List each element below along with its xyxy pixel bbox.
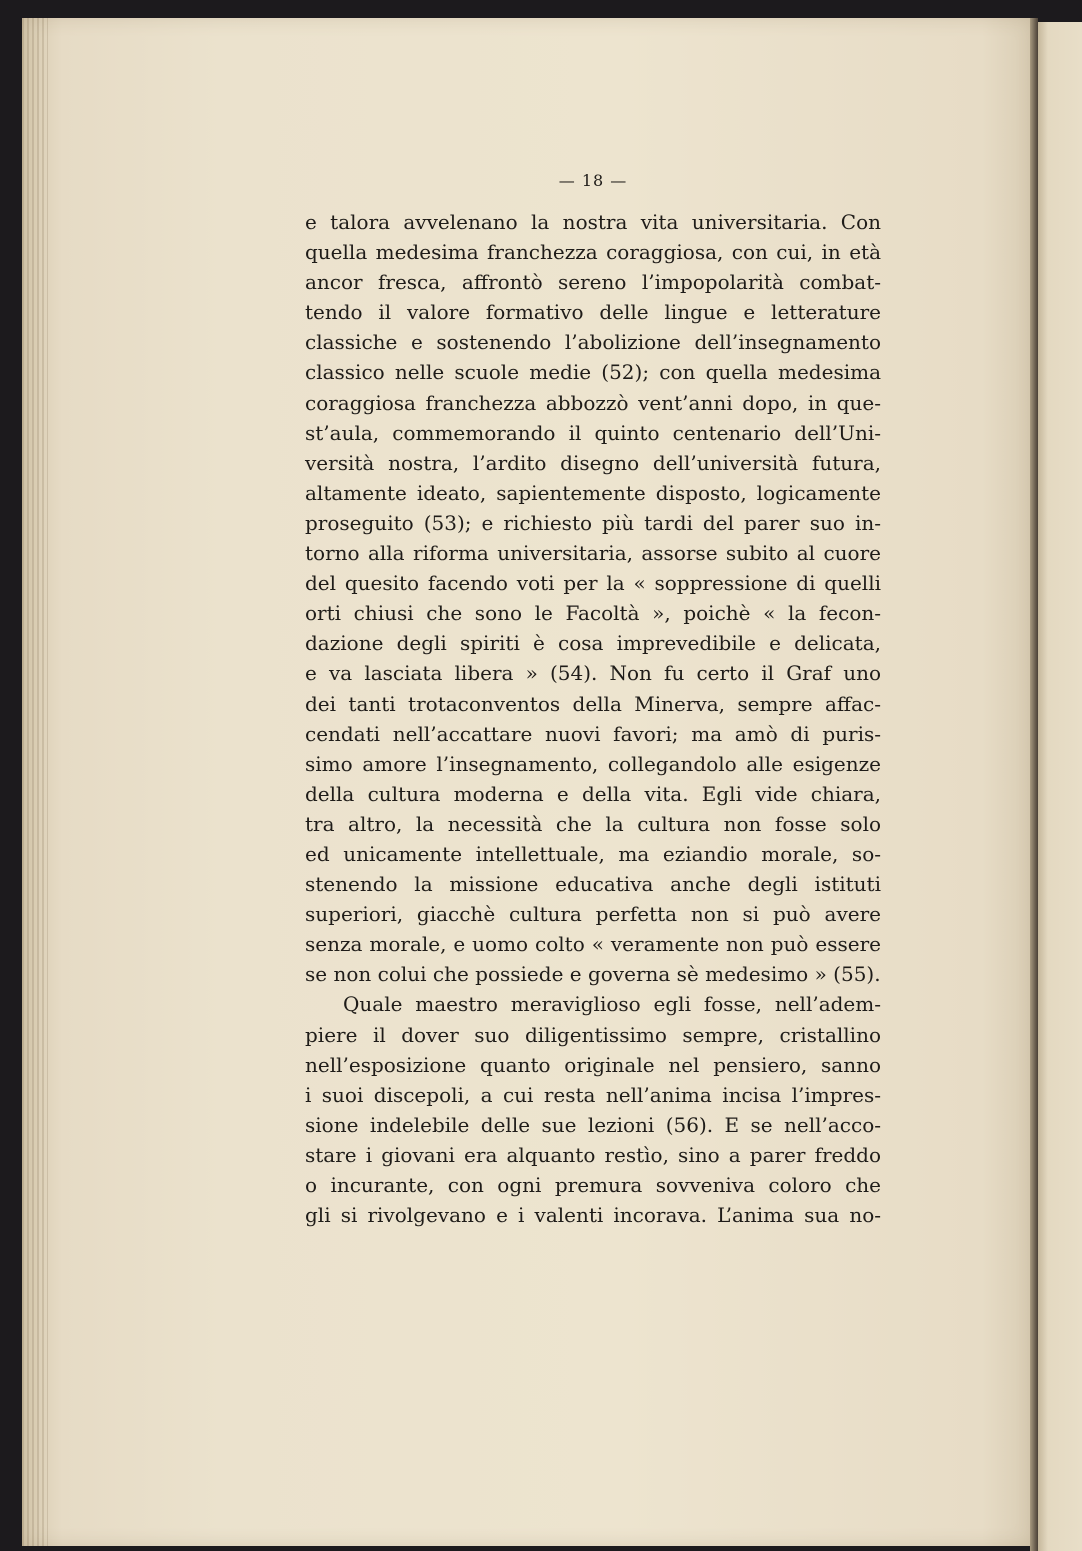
body-text	[305, 207, 881, 1230]
text-line: stare i giovani era alquanto restìo, sino a parer freddo	[305, 1142, 881, 1167]
text-line: senza morale, e uomo colto « veramente non può essere	[305, 932, 881, 957]
text-line: dazione degli spiriti è cosa imprevedibile e delicata,	[305, 631, 881, 656]
text-line: classiche e sostenendo l’abolizione dell’insegnamento	[305, 330, 881, 355]
text-line: e talora avvelenano la nostra vita universitaria. Con	[305, 210, 881, 234]
text-line: se non colui che possiede e governa sè medesimo » (55).	[305, 962, 881, 987]
text-line: st’aula, commemorando il quinto centenario dell’Uni-	[305, 420, 881, 445]
page-text	[305, 171, 881, 1230]
paragraph	[305, 989, 881, 1230]
text-line: piere il dover suo diligentissimo sempre, cristallino	[305, 1022, 881, 1047]
text-line: proseguito (53); e richiesto più tardi del parer suo in-	[305, 510, 881, 535]
text-line: orti chiusi che sono le Facoltà », poichè « la fecon-	[305, 601, 881, 626]
text-line: classico nelle scuole medie (52); con quella medesima	[305, 360, 881, 385]
text-line: versità nostra, l’ardito disegno dell’università futura,	[305, 450, 881, 475]
text-line: o incurante, con ogni premura sovveniva coloro che	[305, 1173, 881, 1197]
text-line: tra altro, la necessità che la cultura non fosse solo	[305, 811, 881, 836]
text-line: Quale maestro meraviglioso egli fosse, nell’adem-	[343, 992, 881, 1017]
text-line: sione indelebile delle sue lezioni (56). E se nell’acco-	[305, 1112, 881, 1137]
adjacent-page-edge	[1036, 22, 1082, 1551]
text-line: superiori, giacchè cultura perfetta non si può avere	[305, 902, 881, 927]
text-line: quella medesima franchezza coraggiosa, con cui, in età	[305, 240, 881, 265]
text-line: nell’esposizione quanto originale nel pensiero, sanno	[305, 1052, 881, 1077]
page-number: — 18 —	[558, 171, 628, 190]
paragraph	[305, 207, 881, 989]
text-line: torno alla riforma universitaria, assorse subito al cuore	[305, 541, 881, 566]
page-stack-edge	[22, 18, 48, 1546]
text-line: stenendo la missione educativa anche degli istituti	[305, 872, 881, 897]
text-line: i suoi discepoli, a cui resta nell’anima incisa l’impres-	[305, 1082, 881, 1107]
text-line: simo amore l’insegnamento, collegandolo alle esigenze	[305, 751, 881, 776]
text-line: cendati nell’accattare nuovi favori; ma amò di puris-	[305, 721, 881, 746]
book-gutter	[1030, 18, 1038, 1551]
text-line: tendo il valore formativo delle lingue e letterature	[305, 300, 881, 325]
text-line: ed unicamente intellettuale, ma eziandio morale, so-	[305, 841, 881, 866]
text-line: del quesito facendo voti per la « soppressione di quelli	[305, 571, 881, 596]
text-line: gli si rivolgevano e i valenti incorava. L’anima sua no-	[305, 1203, 881, 1228]
text-line: coraggiosa franchezza abbozzò vent’anni dopo, in que-	[305, 390, 881, 415]
text-line: della cultura moderna e della vita. Egli vide chiara,	[305, 781, 881, 806]
text-line: dei tanti trotaconventos della Minerva, sempre affac-	[305, 691, 881, 716]
text-line: ancor fresca, affrontò sereno l’impopolarità combat-	[305, 270, 881, 295]
text-line: e va lasciata libera » (54). Non fu certo il Graf uno	[305, 661, 881, 686]
text-line: altamente ideato, sapientemente disposto, logicamente	[305, 480, 881, 505]
